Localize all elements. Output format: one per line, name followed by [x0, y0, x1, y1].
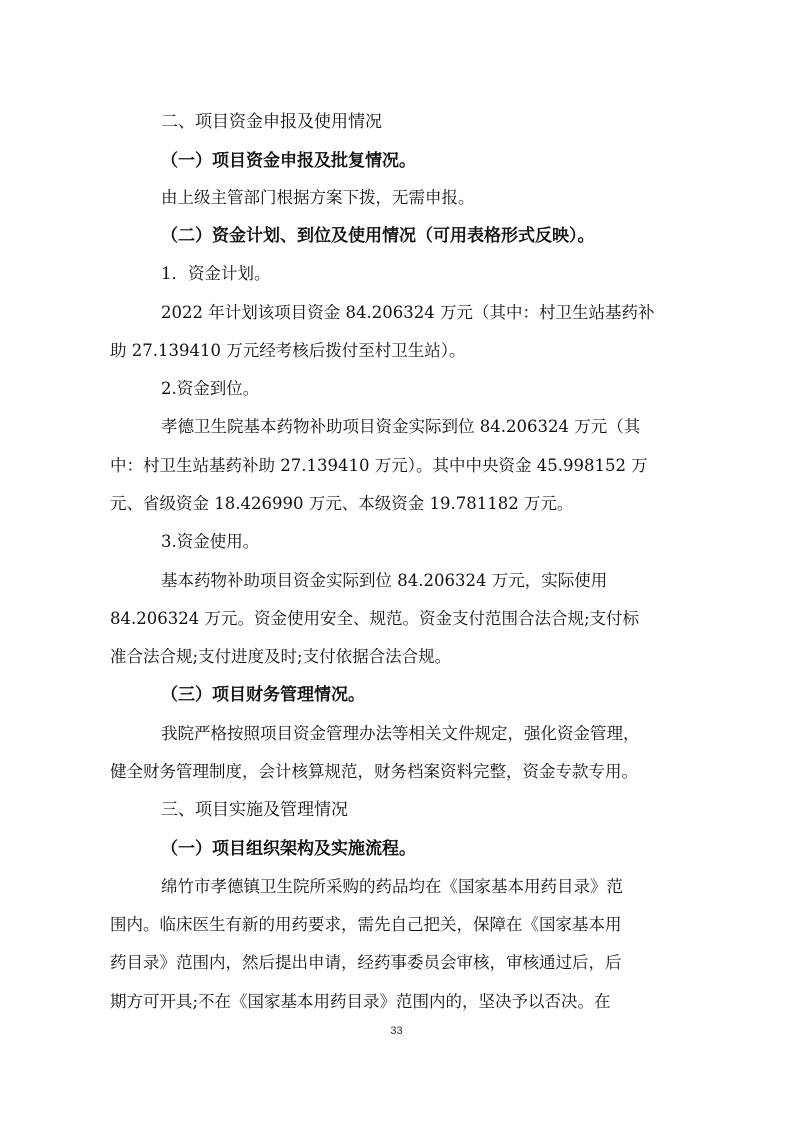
section-heading-2: 二、项目资金申报及使用情况 [161, 112, 382, 132]
page-number: 33 [390, 1025, 403, 1037]
paragraph-line: 基本药物补助项目资金实际到位 84.206324 万元，实际使用 [161, 571, 608, 590]
paragraph-line: 绵竹市孝德镇卫生院所采购的药品均在《国家基本用药目录》范 [161, 877, 623, 896]
item-heading-fund-plan: 1．资金计划。 [161, 264, 271, 283]
subheading-fund-plan: （二）资金计划、到位及使用情况（可用表格形式反映）。 [161, 226, 595, 246]
paragraph-line: 中：村卫生站基药补助 27.139410 万元）。其中中央资金 45.998152 万 [110, 456, 648, 475]
paragraph-line: 围内。临床医生有新的用药要求，需先自己把关，保障在《国家基本用 [110, 915, 622, 934]
item-heading-fund-arrival: 2.资金到位。 [161, 379, 260, 398]
item-heading-fund-use: 3.资金使用。 [161, 532, 260, 551]
paragraph-line: 2022 年计划该项目资金 84.206324 万元（其中：村卫生站基药补 [161, 303, 655, 322]
paragraph-line: 84.206324 万元。资金使用安全、规范。资金支付范围合法合规;支付标 [110, 609, 640, 628]
paragraph-line: 元、省级资金 18.426990 万元、本级资金 19.781182 万元。 [110, 494, 574, 513]
paragraph-line: 准合法合规;支付进度及时;支付依据合法合规。 [110, 647, 452, 666]
section-heading-3: 三、项目实施及管理情况 [161, 800, 348, 820]
subheading-funding-approval: （一）项目资金申报及批复情况。 [161, 151, 416, 171]
subheading-financial-mgmt: （三）项目财务管理情况。 [161, 685, 365, 705]
paragraph-line: 助 27.139410 万元经考核后拨付至村卫生站）。 [110, 341, 466, 360]
paragraph-line: 我院严格按照项目资金管理办法等相关文件规定，强化资金管理， [161, 724, 640, 743]
paragraph-line: 孝德卫生院基本药物补助项目资金实际到位 84.206324 万元（其 [161, 417, 641, 436]
subheading-org-structure: （一）项目组织架构及实施流程。 [161, 839, 416, 859]
paragraph-line: 期方可开具;不在《国家基本用药目录》范围内的，坚决予以否决。在 [110, 992, 611, 1011]
paragraph-line: 健全财务管理制度，会计核算规范，财务档案资料完整，资金专款专用。 [110, 762, 638, 781]
paragraph-line: 药目录》范围内，然后提出申请，经药事委员会审核，审核通过后，后 [110, 953, 622, 972]
paragraph-line: 由上级主管部门根据方案下拨，无需申报。 [161, 188, 475, 207]
